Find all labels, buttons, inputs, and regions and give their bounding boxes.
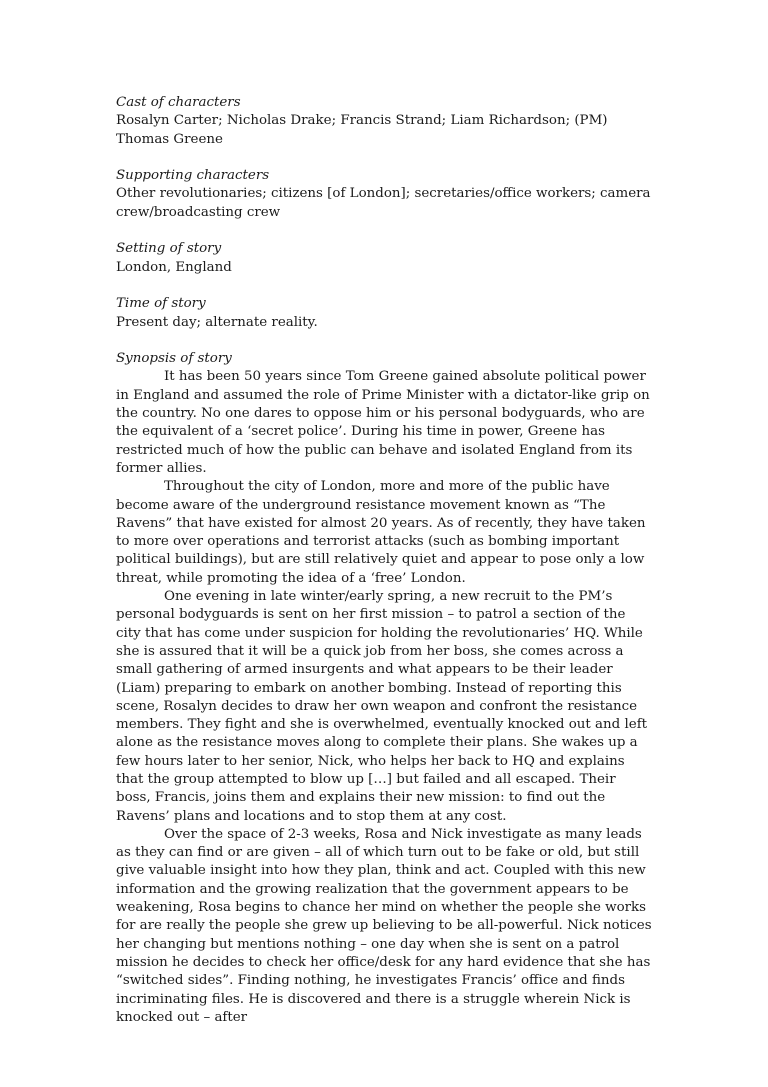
cast-section — [116, 94, 652, 149]
setting-label: Setting of story — [116, 241, 222, 257]
time-value: Present day; alternate reality. — [116, 314, 318, 330]
synopsis-label: Synopsis of story — [116, 351, 232, 367]
document-page — [116, 94, 652, 1027]
setting-value: London, England — [116, 259, 232, 275]
supporting-section — [116, 167, 652, 222]
cast-label: Cast of characters — [116, 95, 241, 110]
synopsis-paragraph: One evening in late winter/early spring, a new recruit to the PM’s personal bodyguards is sent on her first mission – to patrol a section of the city that has come under suspicion for holding the revolutionaries’ HQ. While she is assured that it will be a quick job from her boss, she comes across a small gathering of armed insurgents and what appears to be their leader (Liam) preparing to embark on another bombing. Instead of reporting this scene, Rosalyn decides to draw her own weapon and confront the resistance members. They fight and she is overwhelmed, eventually knocked out and left alone as the resistance moves along to complete their plans. She wakes up a few hours later to her senior, Nick, who helps her back to HQ and explains that the group attempted to blow up […] but failed and all escaped. Their boss, Francis, joins them and explains their new mission: to find out the Ravens’ plans and locations and to stop them at any cost. — [116, 589, 648, 824]
supporting-label: Supporting characters — [116, 168, 270, 184]
time-label: Time of story — [116, 296, 206, 312]
supporting-value: Other revolutionaries; citizens [of London]; secretaries/office workers; camera crew/broadcasting crew — [116, 186, 651, 220]
setting-section — [116, 240, 652, 277]
cast-value: Rosalyn Carter; Nicholas Drake; Francis Strand; Liam Richardson; (PM) Thomas Greene — [116, 113, 608, 147]
synopsis-paragraph: Over the space of 2-3 weeks, Rosa and Nick investigate as many leads as they can find or are given – all of which turn out to be fake or old, but still give valuable insight into how they plan, think and act. Coupled with this new information and the growing realization that the government appears to be weakening, Rosa begins to chance her mind on whether the people she works for are really the people she grew up believing to be all-powerful. Nick notices her changing but mentions nothing – one day when she is sent on a patrol mission he decides to check her office/desk for any hard evidence that she has “switched sides”. Finding nothing, he investigates Francis’ office and finds incriminating files. He is discovered and there is a struggle wherein Nick is knocked out – after — [116, 826, 652, 1025]
time-section — [116, 295, 652, 332]
synopsis-paragraph: It has been 50 years since Tom Greene gained absolute political power in England and assumed the role of Prime Minister with a dictator-like grip on the country. No one dares to oppose him or his personal bodyguards, who are the equivalent of a ‘secret police’. During his time in power, Greene has restricted much of how the public can behave and isolated England from its former allies. — [116, 369, 650, 476]
synopsis-paragraph: Throughout the city of London, more and more of the public have become aware of the underground resistance movement known as “The Ravens” that have existed for almost 20 years. As of recently, they have taken to more over operations and terrorist attacks (such as bombing important political buildings), but are still relatively quiet and appear to pose only a low threat, while promoting the idea of a ‘free’ London. — [116, 479, 646, 586]
synopsis-section — [116, 350, 652, 1027]
